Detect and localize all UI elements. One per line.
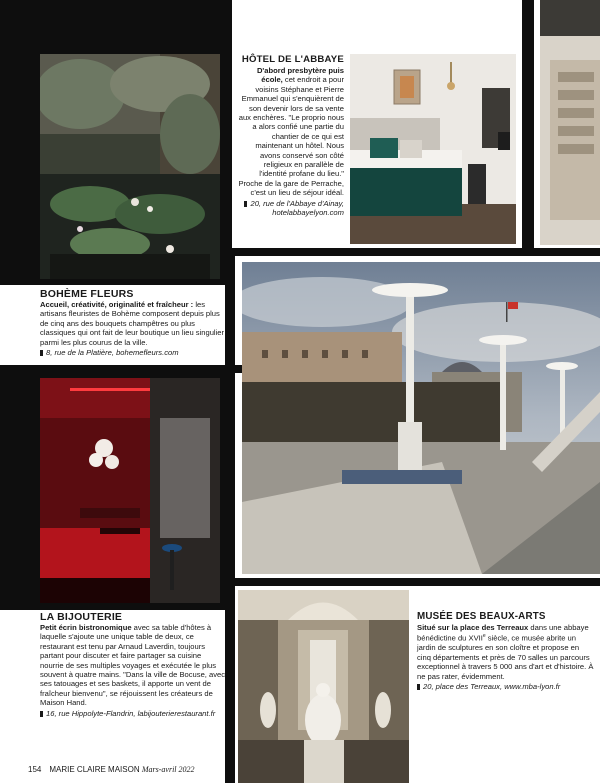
- abbaye-title: HÔTEL DE L'ABBAYE: [241, 54, 344, 65]
- photo-la-bijouterie: [40, 378, 220, 603]
- bullet-square-icon: [40, 350, 43, 356]
- bijouterie-address: 16, rue Hippolyte-Flandrin, labijouterierestaurant.fr: [46, 708, 216, 718]
- abbaye-address-line: [238, 199, 344, 218]
- article-bijouterie: [40, 611, 226, 718]
- boheme-address-line: [40, 348, 228, 357]
- page-footer: [28, 765, 195, 775]
- article-abbaye: [238, 54, 344, 218]
- frame-hbar-top: [232, 248, 600, 256]
- article-boheme: [40, 288, 228, 357]
- musee-lead: Situé sur la place des Terreaux: [417, 623, 529, 632]
- bullet-square-icon: [417, 684, 420, 690]
- bijouterie-address-line: [40, 709, 226, 718]
- photo-hotel-abbaye: [350, 54, 516, 244]
- abbaye-lead: D'abord presbytère puis école,: [256, 66, 344, 85]
- photo-musee-beaux-arts: [238, 590, 409, 783]
- frame-top-vertical: [522, 0, 534, 250]
- boheme-lead: Accueil, créativité, originalité et fraîcheur :: [40, 300, 194, 309]
- musee-address: 20, place des Terreaux, www.mba-lyon.fr: [423, 681, 561, 691]
- photo-top-right-partial: [540, 0, 600, 245]
- bullet-square-icon: [244, 201, 247, 207]
- boheme-body: les artisans fleuristes de Bohème composent depuis plus de cinq ans des bouquets champêtres ou plus classiques qui ont fait de leur boutique un lieu singulier parmi les plus courus de la ville.: [40, 300, 225, 347]
- boheme-title: BOHÈME FLEURS: [40, 288, 134, 300]
- musee-body-a: dans une abbaye bénédictine du XVII: [417, 623, 589, 643]
- abbaye-body: cet endroit a pour voisins Stéphane et Pierre Emmanuel qui s'enquièrent de son devenir lors de sa vente aux enchères. "Le proprio nous a alors confié une partie du chantier de ce qui est maintenant un hôtel. Nous avons conservé son côté religieux en parallèle de l'identité profane du lieu." Proche de la gare de Perrache, c'est un lieu de séjour idéal.: [238, 75, 344, 198]
- bijouterie-lead: Petit écrin bistronomique: [40, 623, 132, 632]
- musee-title: MUSÉE DES BEAUX-ARTS: [417, 611, 546, 622]
- photo-boheme-fleurs: [40, 54, 220, 279]
- photo-lyon-riverbank: [242, 262, 600, 574]
- issue-date: Mars-avril 2022: [141, 765, 195, 774]
- musee-address-line: [417, 682, 595, 691]
- bullet-square-icon: [40, 711, 43, 717]
- musee-body-b: siècle, ce musée abrite un jardin de sculptures en son cloître et propose en cinq départements et près de 70 salles un parcours exceptionnel à travers 5 000 ans d'art et d'histoire. À ne pas rater, évidemment.: [417, 633, 594, 681]
- bijouterie-title: LA BIJOUTERIE: [40, 611, 123, 623]
- abbaye-address: 20, rue de l'Abbaye d'Ainay, hotelabbayelyon.com: [250, 198, 344, 218]
- musee-sup: e: [482, 633, 486, 640]
- bijouterie-body: avec sa table d'hôtes à laquelle s'ajoute une unique table de deux, ce restaurant est tenu par Arnaud Laverdin, toujours partant pour discuter et faire partager sa cuisine nourrie de ses multiples voyages et exécutée le plus souvent à quatre mains. "Dans la ville de Bocuse, avec ses tatouages et ses baskets, il apporte un vent de fraîcheur bienvenu", se réjouissent les créateurs de Maison Hand.: [40, 623, 226, 708]
- frame-hbar-bottom: [232, 578, 600, 586]
- page-number: 154: [28, 765, 42, 774]
- magazine-name: MARIE CLAIRE MAISON: [49, 765, 140, 774]
- article-musee: [417, 611, 595, 691]
- boheme-address: 8, rue de la Platière, bohemefleurs.com: [46, 348, 179, 358]
